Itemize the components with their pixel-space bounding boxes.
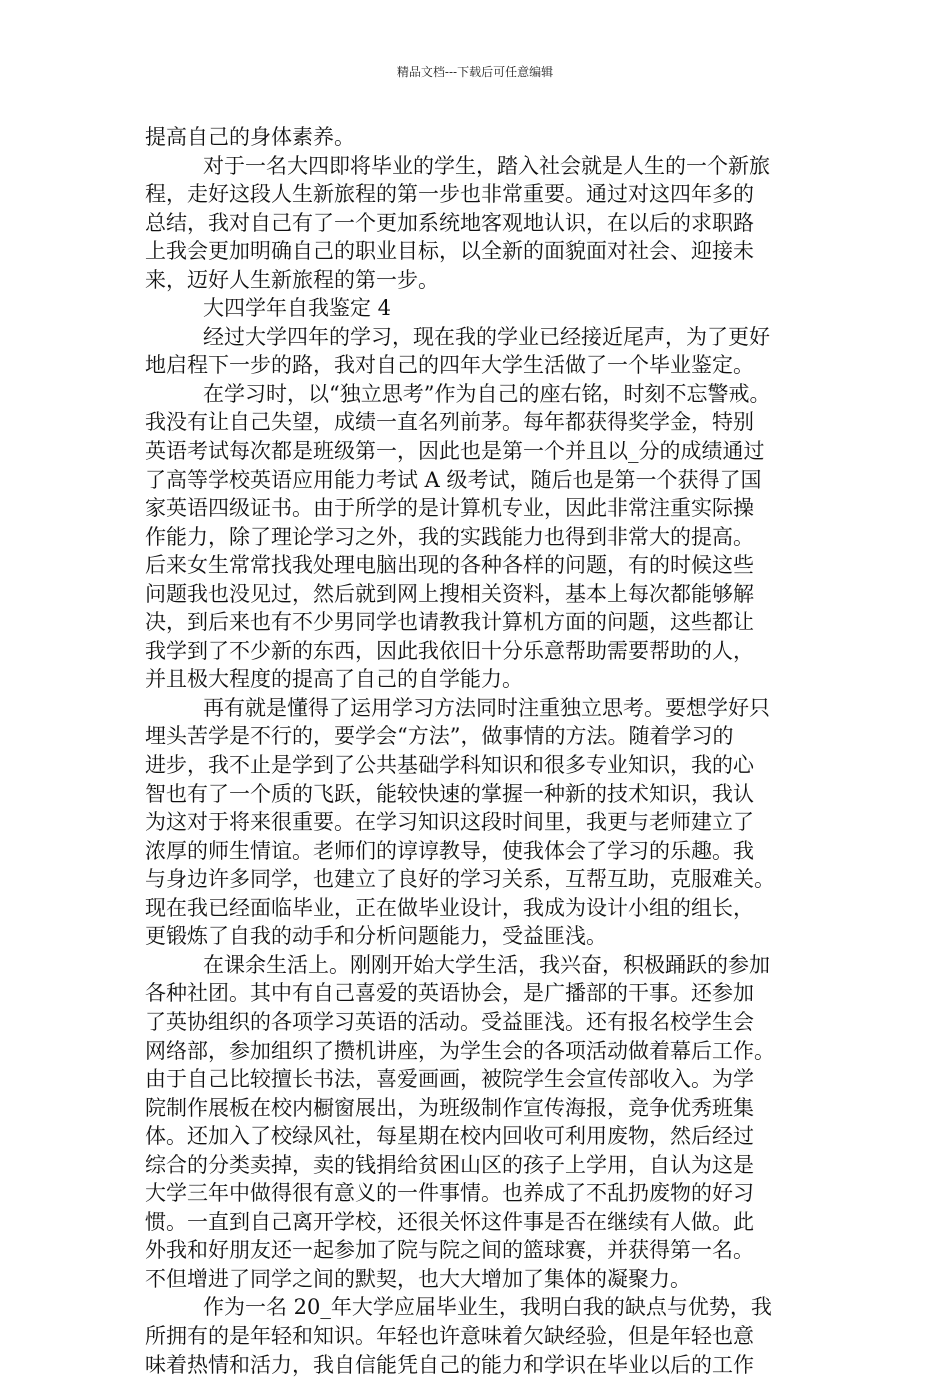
text-line: 家英语四级证书。由于所学的是计算机专业，因此非常注重实际操 [145, 496, 754, 521]
page-header: 精品文档---下载后可任意编辑 [396, 65, 554, 79]
text-line: 问题我也没见过，然后就到网上搜相关资料，基本上每次都能够解 [145, 581, 754, 606]
text-line: 外我和好朋友还一起参加了院与院之间的篮球赛，并获得第一名。 [145, 1238, 754, 1263]
text-line: 浓厚的师生情谊。老师们的谆谆教导，使我体会了学习的乐趣。我 [145, 838, 754, 863]
text-line: 综合的分类卖掉，卖的钱捐给贫困山区的孩子上学用，自认为这是 [145, 1152, 754, 1177]
text-line: 由于自己比较擅长书法，喜爱画画，被院学生会宣传部收入。为学 [145, 1067, 754, 1092]
text-line: 并且极大程度的提高了自己的自学能力。 [145, 667, 523, 692]
text-line: 大学三年中做得很有意义的一件事情。也养成了不乱扔废物的好习 [145, 1181, 754, 1206]
text-line: 与身边许多同学，也建立了良好的学习关系，互帮互助，克服难关。 [145, 867, 775, 892]
text-line: 不但增进了同学之间的默契，也大大增加了集体的凝聚力。 [145, 1266, 691, 1291]
text-line: 总结，我对自己有了一个更加系统地客观地认识，在以后的求职路 [145, 210, 754, 235]
text-line: 在学习时，以“独立思考”作为自己的座右铭，时刻不忘警戒。 [203, 381, 771, 406]
text-line: 大四学年自我鉴定 4 [203, 296, 392, 321]
text-line: 味着热情和活力，我自信能凭自己的能力和学识在毕业以后的工作 [145, 1352, 754, 1377]
text-line: 网络部，参加组织了攒机讲座，为学生会的各项活动做着幕后工作。 [145, 1038, 775, 1063]
text-line: 我学到了不少新的东西，因此我依旧十分乐意帮助需要帮助的人， [145, 638, 754, 663]
text-line: 现在我已经面临毕业，正在做毕业设计，我成为设计小组的组长， [145, 895, 754, 920]
text-line: 我没有让自己失望，成绩一直名列前茅。每年都获得奖学金，特别 [145, 410, 754, 435]
text-line: 惯。一直到自己离开学校，还很关怀这件事是否在继续有人做。此 [145, 1209, 754, 1234]
text-line: 地启程下一步的路，我对自己的四年大学生活做了一个毕业鉴定。 [145, 353, 754, 378]
text-line: 为这对于将来很重要。在学习知识这段时间里，我更与老师建立了 [145, 810, 754, 835]
text-line: 了高等学校英语应用能力考试 A 级考试，随后也是第一个获得了国 [145, 467, 762, 492]
text-line: 更锻炼了自我的动手和分析问题能力，受益匪浅。 [145, 924, 607, 949]
text-line: 后来女生常常找我处理电脑出现的各种各样的问题，有的时候这些 [145, 553, 754, 578]
text-line: 作为一名 20_年大学应届毕业生，我明白我的缺点与优势，我 [203, 1295, 772, 1320]
text-line: 体。还加入了校绿风社，每星期在校内回收可利用废物，然后经过 [145, 1124, 754, 1149]
text-line: 了英协组织的各项学习英语的活动。受益匪浅。还有报名校学生会 [145, 1009, 754, 1034]
text-line: 提高自己的身体素养。 [145, 125, 355, 149]
text-line: 院制作展板在校内橱窗展出，为班级制作宣传海报，竞争优秀班集 [145, 1095, 754, 1120]
text-line: 再有就是懂得了运用学习方法同时注重独立思考。要想学好只 [203, 695, 770, 720]
text-line: 埋头苦学是不行的，要学会“方法”，做事情的方法。随着学习的 [145, 724, 734, 749]
text-line: 智也有了一个质的飞跃，能较快速的掌握一种新的技术知识，我认 [145, 781, 754, 806]
text-line: 在课余生活上。刚刚开始大学生活，我兴奋，积极踊跃的参加 [203, 952, 770, 977]
document-body [145, 123, 810, 1379]
text-line: 所拥有的是年轻和知识。年轻也许意味着欠缺经验，但是年轻也意 [145, 1323, 754, 1348]
text-line: 各种社团。其中有自己喜爱的英语协会，是广播部的干事。还参加 [145, 981, 754, 1006]
text-line: 经过大学四年的学习，现在我的学业已经接近尾声，为了更好 [203, 324, 770, 349]
text-line: 上我会更加明确自己的职业目标，以全新的面貌面对社会、迎接未 [145, 239, 754, 264]
text-line: 作能力，除了理论学习之外，我的实践能力也得到非常大的提高。 [145, 524, 754, 549]
text-line: 对于一名大四即将毕业的学生，踏入社会就是人生的一个新旅 [203, 153, 770, 178]
text-line: 英语考试每次都是班级第一，因此也是第一个并且以_分的成绩通过 [145, 439, 765, 464]
text-line: 来，迈好人生新旅程的第一步。 [145, 267, 439, 292]
text-line: 进步，我不止是学到了公共基础学科知识和很多专业知识，我的心 [145, 753, 754, 778]
text-line: 决，到后来也有不少男同学也请教我计算机方面的问题，这些都让 [145, 610, 754, 635]
text-line: 程，走好这段人生新旅程的第一步也非常重要。通过对这四年多的 [145, 182, 754, 207]
